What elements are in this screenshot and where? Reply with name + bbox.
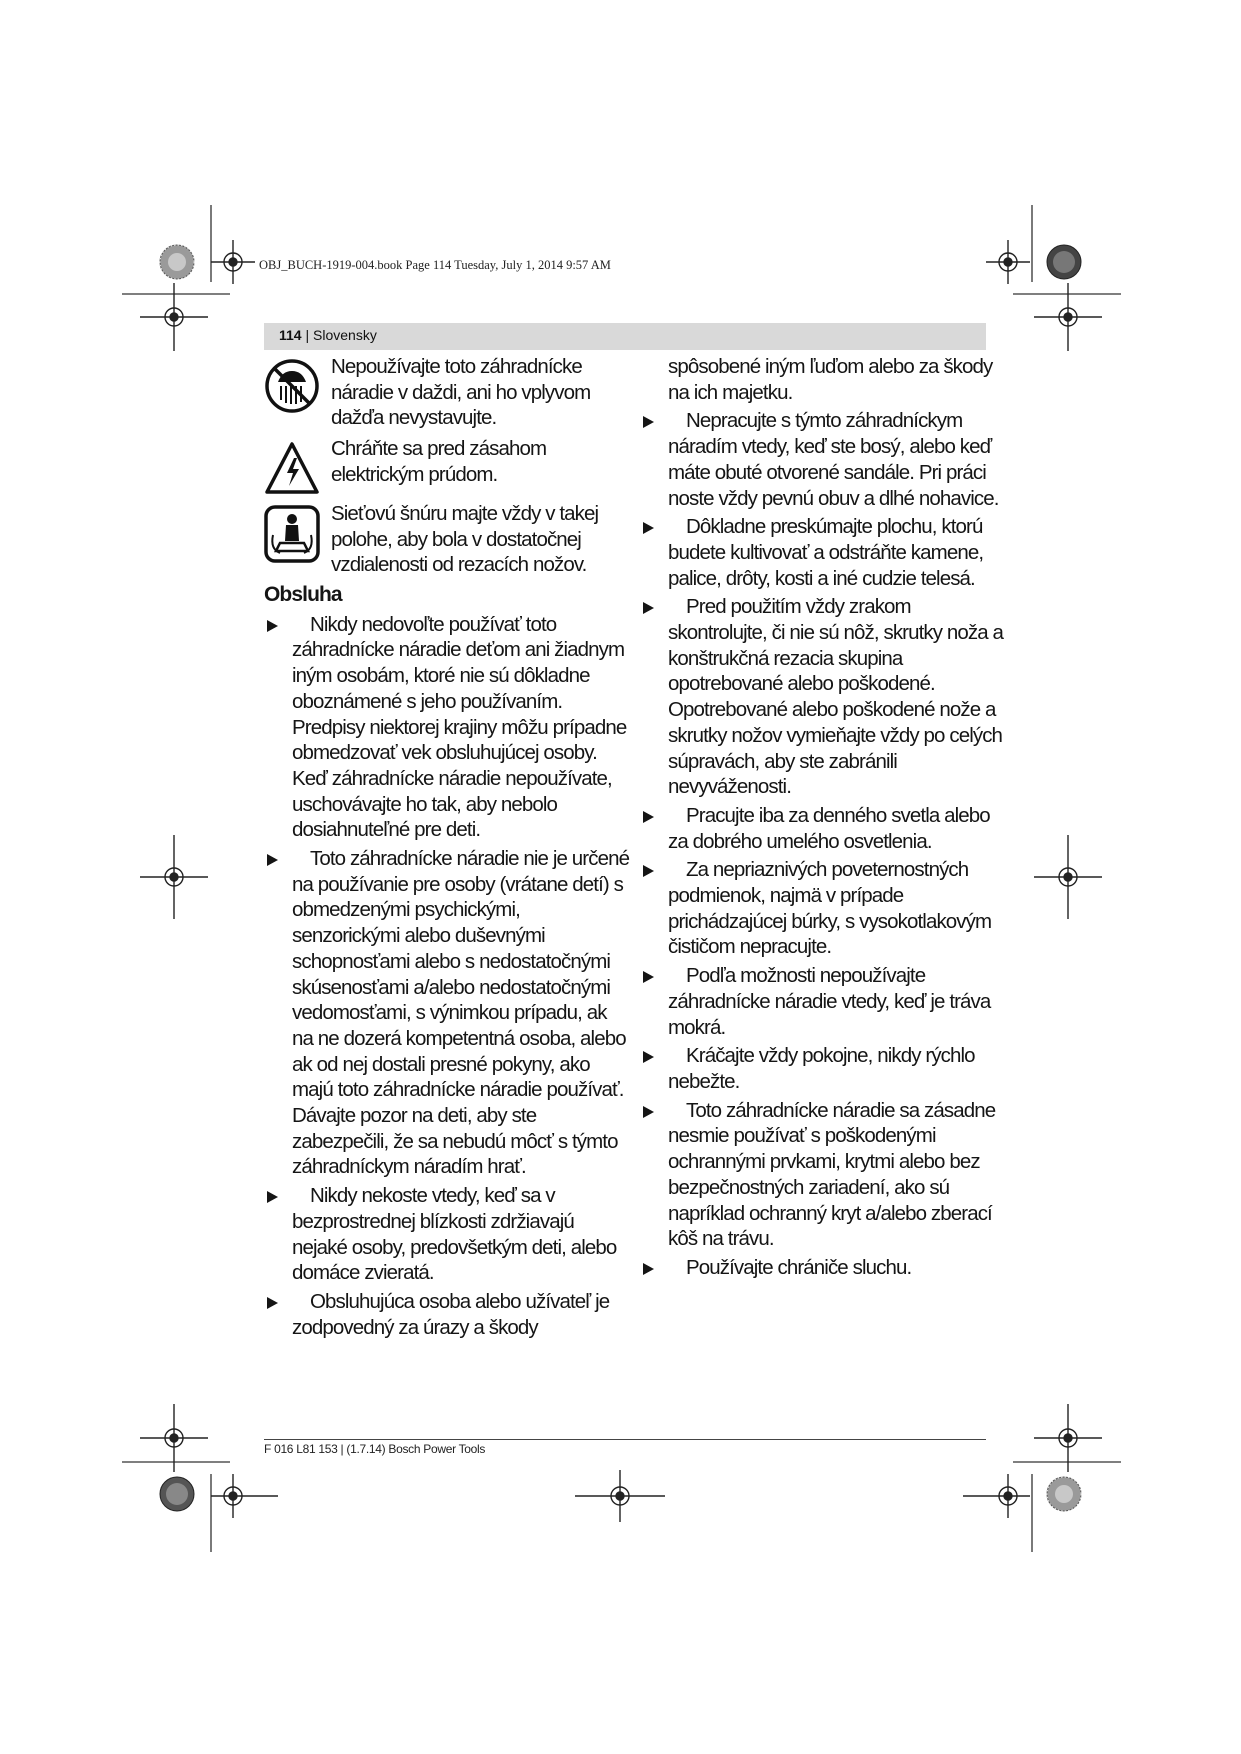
bullet-arrow-icon (267, 1297, 278, 1309)
list-item: Pracujte iba za denného svetla alebo za dobrého umelého osvetlenia. (640, 803, 1010, 854)
header-language: Slovensky (313, 327, 377, 343)
bullet-arrow-icon (643, 522, 654, 534)
list-item: Nikdy nekoste vtedy, keď sa v bezprostrednej blízkosti zdržiavajú nejaké osoby, predovšetkým deti, alebo domáce zvieratá. (264, 1183, 632, 1286)
page-footer: F 016 L81 153 | (1.7.14) Bosch Power Tools (264, 1442, 486, 1456)
bullet-arrow-icon (267, 1191, 278, 1203)
bullet-arrow-icon (643, 1051, 654, 1063)
cable-away-from-blades-icon (264, 505, 320, 563)
bullet-arrow-icon (643, 602, 654, 614)
bullet-arrow-icon (643, 1263, 654, 1275)
list-item: Kráčajte vždy pokojne, nikdy rýchlo nebežte. (640, 1043, 1010, 1094)
list-item: Toto záhradnícke náradie sa zásadne nesmie používať s poškodenými ochrannými prvkami, krytmi alebo bez bezpečnostných zariadení, ako sú napríklad ochranný kryt a/alebo zberací kôš na trávu. (640, 1098, 1010, 1252)
bullet-arrow-icon (643, 811, 654, 823)
bullet-arrow-icon (643, 1106, 654, 1118)
list-item: Za nepriaznivých poveternostných podmienok, najmä v prípade prichádzajúcej búrky, s vysokotlakovým čističom nepracujte. (640, 857, 1010, 960)
list-item: Toto záhradnícke náradie nie je určené na používanie pre osoby (vrátane detí) s obmedzenými psychickými, senzorickými alebo duševnými schopnosťami alebo s nedostatočnými skúsenosťami a/alebo nedostatočnými vedomosťami, s výnimkou prípadu, ak na ne dozerá kompetentná osoba, alebo ak od nej dostali presné pokyny, ako majú toto záhradnícke náradie používať. Dávajte pozor na deti, aby ste zabezpečili, že sa nebudú môcť s týmto záhradníckym náradím hrať. (264, 846, 632, 1180)
no-rain-icon (264, 358, 320, 414)
electric-shock-warning-icon (264, 440, 320, 496)
print-metadata: OBJ_BUCH-1919-004.book Page 114 Tuesday, July 1, 2014 9:57 AM (259, 258, 611, 272)
list-item: Dôkladne preskúmajte plochu, ktorú budete kultivovať a odstráňte kamene, palice, drôty, kosti a iné cudzie telesá. (640, 514, 1010, 591)
bullet-arrow-icon (267, 620, 278, 632)
symbol-row (264, 436, 632, 496)
symbol-text-cable: Sieťovú šnúru majte vždy v takej polohe, aby bola v dostatočnej vzdialenosti od rezacích nožov. (331, 502, 599, 577)
symbol-row (264, 501, 632, 581)
symbol-text-shock: Chráňte sa pred zásahom elektrickým prúdom. (331, 437, 547, 486)
page-number: 114 (279, 327, 302, 343)
symbol-text-rain: Nepoužívajte toto záhradnícke náradie v daždi, ani ho vplyvom dažďa nevystavujte. (331, 355, 591, 430)
bullet-arrow-icon (643, 865, 654, 877)
left-column (264, 354, 632, 1343)
right-column (640, 354, 1010, 1284)
continued-text: spôsobené iným ľuďom alebo za škody na ich majetku. (668, 355, 993, 404)
bullet-arrow-icon (267, 854, 278, 866)
list-item: Pred použitím vždy zrakom skontrolujte, či nie sú nôž, skrutky noža a konštrukčná rezacia skupina opotrebované alebo poškodené. Opotrebované alebo poškodené nože a skrutky nožov vymieňajte vždy po celých súpravách, aby ste zabránili nevyváženosti. (640, 594, 1010, 800)
list-item: Nepracujte s týmto záhradníckym náradím vtedy, keď ste bosý, alebo keď máte obuté otvorené sandále. Pri práci noste vždy pevnú obuv a dlhé nohavice. (640, 408, 1010, 511)
section-heading: Obsluha (264, 583, 342, 606)
bullet-arrow-icon (643, 971, 654, 983)
bullet-arrow-icon (643, 416, 654, 428)
list-item: Používajte chrániče sluchu. (640, 1255, 1010, 1281)
list-item: Nikdy nedovoľte používať toto záhradnícke náradie deťom ani žiadnym iným osobám, ktoré nie sú dôkladne oboznámené s jeho používaním. Predpisy niektorej krajiny môžu prípadne obmedzovať vek obsluhujúcej osoby. Keď záhradnícke náradie nepoužívate, uschovávajte ho tak, aby nebolo dosiahnuteľné pre deti. (264, 612, 632, 843)
symbol-row (264, 354, 632, 434)
footer-divider (264, 1439, 986, 1440)
header-separator: | (301, 327, 314, 343)
list-item: Podľa možnosti nepoužívajte záhradnícke náradie vtedy, keď je tráva mokrá. (640, 963, 1010, 1040)
page-header (279, 327, 377, 343)
list-item: Obsluhujúca osoba alebo užívateľ je zodpovedný za úrazy a škody (264, 1289, 632, 1340)
